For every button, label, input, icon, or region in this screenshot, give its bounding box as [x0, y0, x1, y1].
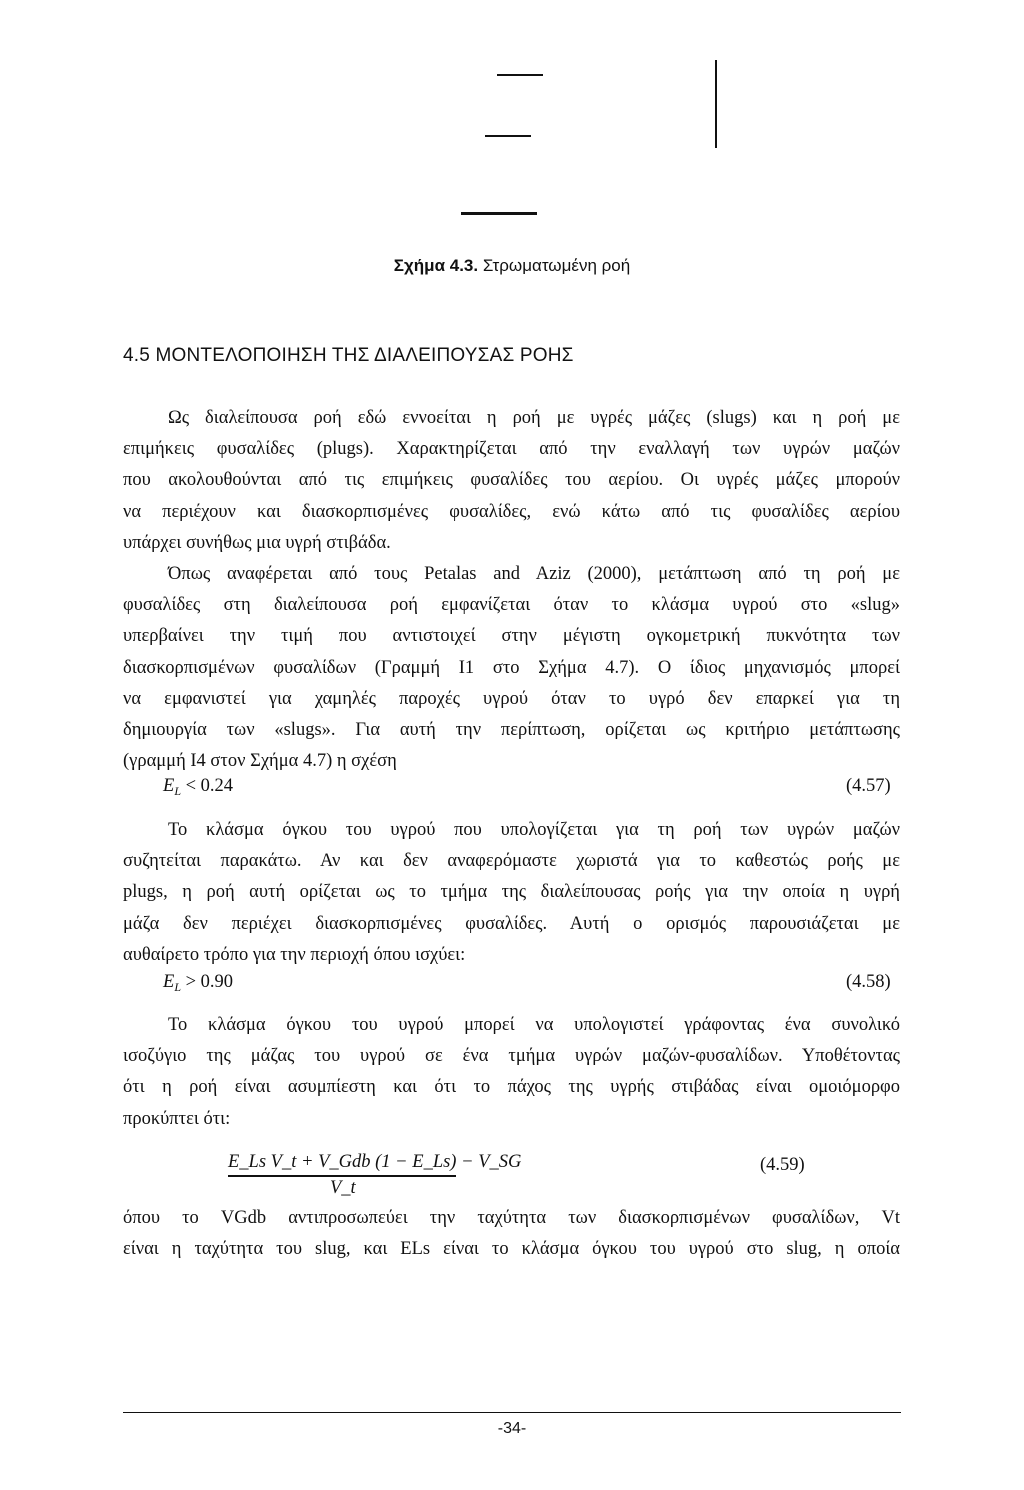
paragraph-line: να εμφανιστεί για χαμηλές παροχές υγρού όταν το υγρό δεν επαρκεί για τη	[123, 688, 900, 709]
paragraph-line: ισοζύγιο της μάζας του υγρού σε ένα τμήμα υγρών μαζών-φυσαλίδων. Υποθέτοντας	[123, 1046, 900, 1067]
paragraph-line: Ως διαλείπουσα ροή εδώ εννοείται η ροή με υγρές μάζες (slugs) και η ροή με	[168, 408, 900, 428]
paragraph-line: δημιουργία των «slugs». Για αυτή την περίπτωση, ορίζεται ως κριτήριο μετάπτωσης	[123, 719, 900, 740]
figure-caption-text: Στρωματωμένη ροή	[482, 256, 631, 275]
fraction-bar	[228, 1175, 456, 1177]
page-number: -34-	[497, 1420, 527, 1437]
equation-denominator: V_t	[330, 1177, 356, 1198]
paragraph-5	[123, 1203, 900, 1265]
equation-symbol: E	[163, 776, 175, 796]
figure-caption	[0, 256, 1024, 276]
figure-vertical-line	[715, 60, 717, 148]
equation-number: (4.59)	[760, 1155, 805, 1175]
paragraph-line: υπερβαίνει την τιμή που αντιστοιχεί στην μέγιστη ογκομετρική πυκνότητα των	[123, 626, 900, 647]
figure-line-top	[497, 74, 543, 76]
paragraph-line: Το κλάσμα όγκου του υγρού μπορεί να υπολογιστεί γράφοντας ένα συνολικό	[168, 1015, 900, 1035]
paragraph-line: υπάρχει συνήθως μια υγρή στιβάδα.	[123, 532, 391, 553]
equation-4-58	[163, 972, 233, 995]
equation-subscript: L	[174, 784, 181, 798]
paragraph-line: plugs, η ροή αυτή ορίζεται ως το τμήμα της διαλείπουσας ροής για την οποία η υγρή	[123, 882, 900, 903]
equation-subscript: L	[174, 980, 181, 994]
paragraph-line: διασκορπισμένων φυσαλίδων (Γραμμή I1 στο Σχήμα 4.7). Ο ίδιος μηχανισμός μπορεί	[123, 657, 900, 678]
paragraph-line: Όπως αναφέρεται από τους Petalas and Aziz (2000), μετάπτωση από τη ροή με	[168, 564, 900, 584]
equation-number: (4.57)	[846, 776, 891, 796]
equation-4-57	[163, 776, 233, 799]
paragraph-line: φυσαλίδες στη διαλείπουσα ροή εμφανίζεται όταν το κλάσμα υγρού στο «slug»	[123, 595, 900, 616]
paragraph-line: (γραμμή I4 στον Σχήμα 4.7) η σχέση	[123, 751, 397, 772]
equation-number: (4.58)	[846, 972, 891, 992]
footer-rule	[123, 1412, 901, 1413]
figure-line-bottom	[461, 212, 537, 215]
paragraph-line: όπου το VGdb αντιπροσωπεύει την ταχύτητα των διασκορπισμένων φυσαλίδων, Vt	[123, 1208, 900, 1228]
paragraph-2	[123, 559, 900, 777]
paragraph-1	[123, 403, 900, 559]
paragraph-line: να περιέχουν και διασκορπισμένες φυσαλίδες, ενώ κάτω από τις φυσαλίδες αερίου	[123, 501, 900, 522]
equation-symbol: E	[163, 972, 175, 992]
equation-relation: < 0.24	[185, 776, 234, 796]
equation-4-59	[228, 1152, 521, 1199]
figure-caption-label: Σχήμα 4.3.	[393, 256, 479, 275]
paragraph-line: αυθαίρετο τρόπο για την περιοχή όπου ισχύει:	[123, 944, 466, 965]
section-heading: 4.5 ΜΟΝΤΕΛΟΠΟΙΗΣΗ ΤΗΣ ΔΙΑΛΕΙΠΟΥΣΑΣ ΡΟΗΣ	[123, 345, 574, 366]
paragraph-line: μάζα δεν περιέχει διασκορπισμένες φυσαλίδες. Αυτή ο ορισμός παρουσιάζεται με	[123, 913, 900, 934]
paragraph-line: που ακολουθούνται από τις επιμήκεις φυσαλίδες του αερίου. Οι υγρές μάζες μπορούν	[123, 470, 900, 491]
paragraph-line: ότι η ροή είναι ασυμπίεστη και ότι το πάχος της υγρής στιβάδας είναι ομοιόμορφο	[123, 1077, 900, 1098]
paragraph-line: συζητείται παρακάτω. Αν και δεν αναφερόμαστε χωριστά για το καθεστώς ροής με	[123, 851, 900, 872]
paragraph-4	[123, 1010, 900, 1135]
equation-relation: > 0.90	[185, 972, 234, 992]
paragraph-line: προκύπτει ότι:	[123, 1108, 231, 1129]
paragraph-3	[123, 815, 900, 971]
paragraph-line: επιμήκεις φυσαλίδες (plugs). Χαρακτηρίζεται από την εναλλαγή των υγρών μαζών	[123, 439, 900, 460]
paragraph-line: είναι η ταχύτητα του slug, και ELs είναι το κλάσμα όγκου του υγρού στο slug, η οποία	[123, 1239, 900, 1260]
figure-line-mid	[485, 135, 531, 137]
paragraph-line: Το κλάσμα όγκου του υγρού που υπολογίζεται για τη ροή των υγρών μαζών	[168, 820, 900, 840]
equation-numerator: E_Ls V_t + V_Gdb (1 − E_Ls) − V_SG	[228, 1152, 522, 1172]
